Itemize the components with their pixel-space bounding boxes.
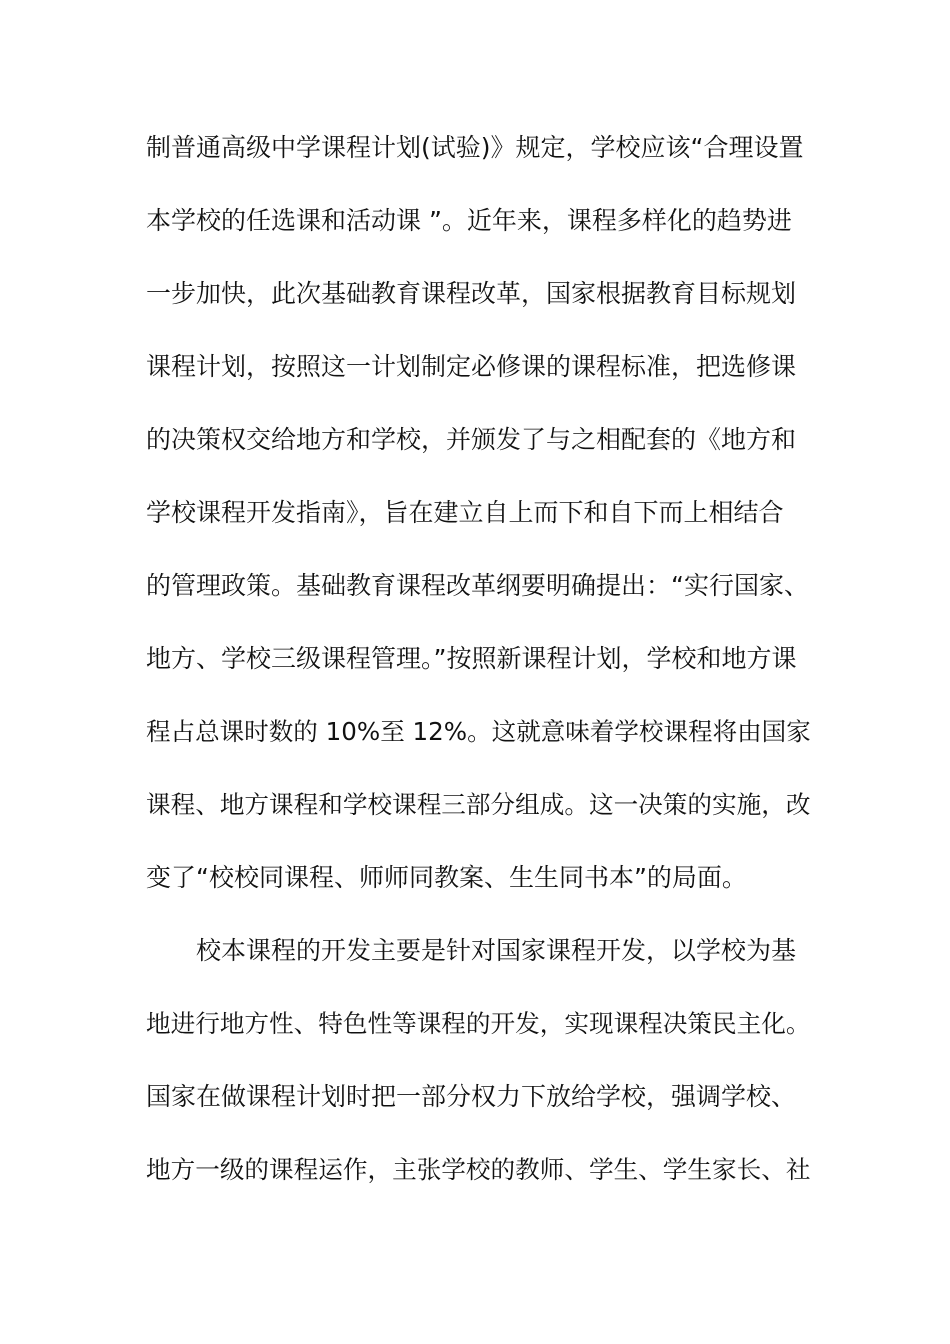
- text-line: 的决策权交给地方和学校，并颁发了与之相配套的《地方和: [146, 425, 797, 454]
- paragraph-first-line: 校本课程的开发主要是针对国家课程开发，以学校为基: [196, 936, 797, 965]
- text-line: 本学校的任选课和活动课 ”。近年来，课程多样化的趋势进: [146, 206, 792, 235]
- text-line: 课程、地方课程和学校课程三部分组成。这一决策的实施，改: [146, 790, 811, 819]
- text-line: 地方一级的课程运作，主张学校的教师、学生、学生家长、社: [146, 1155, 811, 1184]
- text-line: 国家在做课程计划时把一部分权力下放给学校，强调学校、: [146, 1082, 797, 1111]
- text-line: 地方、学校三级课程管理。”按照新课程计划，学校和地方课: [146, 644, 797, 673]
- text-line: 的管理政策。基础教育课程改革纲要明确提出：“实行国家、: [146, 571, 809, 600]
- text-line: 地进行地方性、特色性等课程的开发，实现课程决策民主化。: [146, 1009, 811, 1038]
- text-line: 程占总课时数的 10%至 12%。这就意味着学校课程将由国家: [146, 717, 811, 746]
- text-line: 课程计划，按照这一计划制定必修课的课程标准，把选修课: [146, 352, 797, 381]
- text-line: 一步加快，此次基础教育课程改革，国家根据教育目标规划: [146, 279, 797, 308]
- text-line: 变了“校校同课程、师师同教案、生生同书本”的局面。: [146, 863, 747, 892]
- text-line: 学校课程开发指南》，旨在建立自上而下和自下而上相结合: [146, 498, 784, 527]
- text-line: 制普通高级中学课程计划(试验)》规定，学校应该“合理设置: [146, 133, 804, 162]
